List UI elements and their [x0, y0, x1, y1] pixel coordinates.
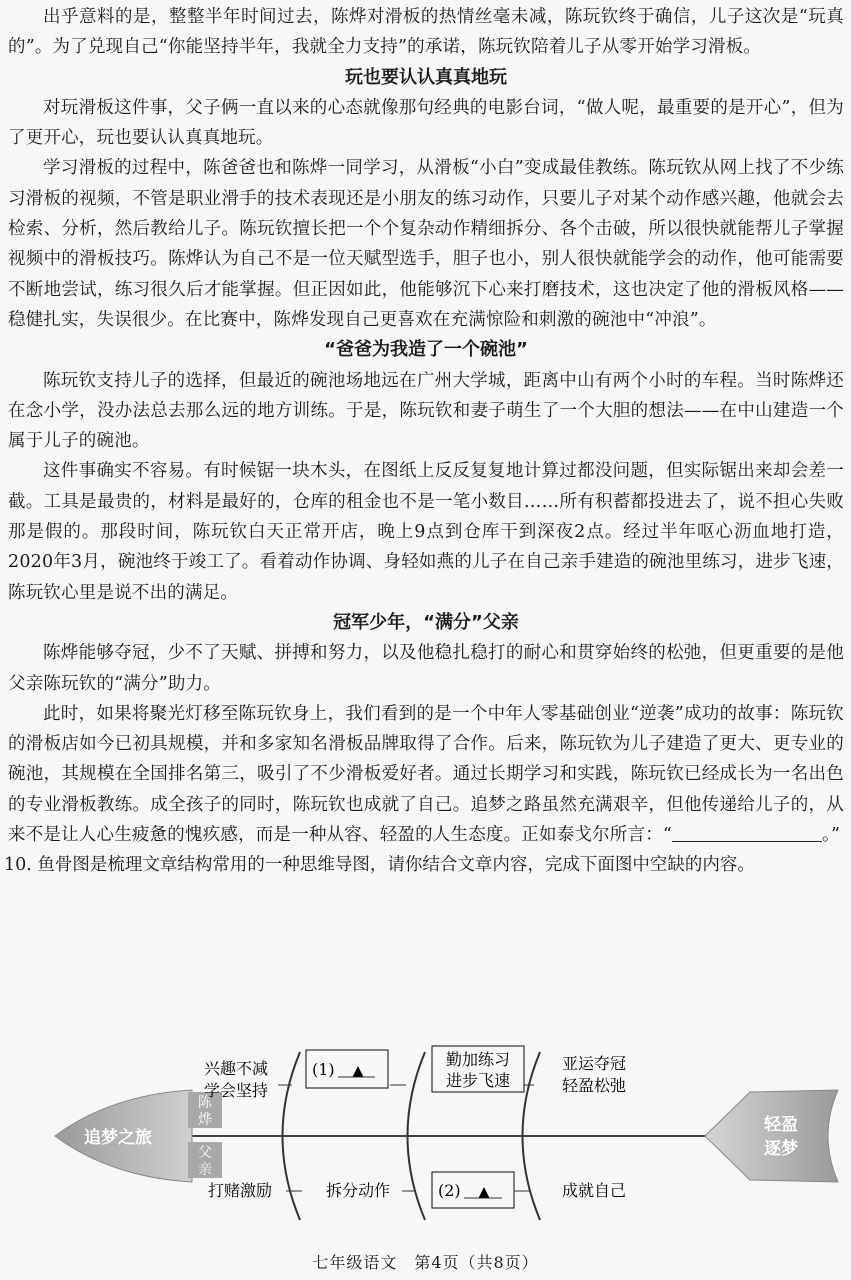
paragraph-6: 陈烨能够夺冠，少不了天赋、拼搏和努力，以及他稳扎稳打的耐心和贯穿始终的松弛，但更重要的是他父亲陈玩钦的“满分”助力。 — [8, 643, 844, 694]
article-body — [4, 2, 844, 881]
blank-1-label: (1) — [312, 1060, 335, 1079]
top-label-3-line1: 勤加练习 — [445, 1050, 511, 1069]
section-heading-2: “爸爸为我造了一个碗池” — [324, 339, 528, 361]
bottom-label-4: 成就自己 — [561, 1181, 627, 1200]
father-label-2: 亲 — [198, 1162, 212, 1178]
blank-1-triangle: ▲ — [352, 1063, 364, 1079]
bottom-label-1: 打赌激励 — [207, 1181, 273, 1200]
fish-tail — [705, 1090, 838, 1182]
question-10: 10. 鱼骨图是梳理文章结构常用的一种思维导图，请你结合文章内容，完成下面图中空缺的内容。 — [4, 855, 755, 876]
section-heading-3: 冠军少年，“满分”父亲 — [333, 611, 519, 633]
page-footer: 七年级语文 第4页（共8页） — [312, 1253, 539, 1272]
top-label-4-line1: 亚运夺冠 — [561, 1054, 627, 1073]
son-label-1: 陈 — [198, 1095, 212, 1111]
top-label-3-line2: 进步飞速 — [445, 1071, 511, 1090]
paragraph-5: 这件事确实不容易。有时候锯一块木头，在图纸上反反复复地计算过都没问题，但实际锯出来却会差一截。工具是最贵的，材料是最好的，仓库的租金也不是一笔小数目……所有积蓄都投进去了，说不担心失败那是假的。那段时间，陈玩钦白天正常开店，晚上9点到仓库干到深夜2点。经过半年呕心沥血地打造，2020年3月，碗池终于竣工了。看着动作协调、身轻如燕的儿子在自己亲手建造的碗池里练习，进步飞速，陈玩钦心里是说不出的满足。 — [8, 461, 844, 603]
fishbone-diagram — [0, 1040, 851, 1240]
fish-tail-line2: 逐梦 — [764, 1139, 798, 1159]
quote-blank[interactable] — [672, 823, 822, 842]
top-label-1-line1: 兴趣不减 — [203, 1059, 269, 1078]
son-label-2: 烨 — [198, 1112, 212, 1128]
paragraph-7-end: 。” — [822, 825, 841, 846]
paragraph-2: 对玩滑板这件事，父子俩一直以来的心态就像那句经典的电影台词，“做人呢，最重要的是开心”，但为了更开心，玩也要认认真真地玩。 — [8, 97, 844, 149]
blank-2-label: (2) — [438, 1181, 461, 1200]
paragraph-4: 陈玩钦支持儿子的选择，但最近的碗池场地远在广州大学城，距离中山有两个小时的车程。当时陈烨还在念小学，没办法总去那么远的地方训练。于是，陈玩钦和妻子萌生了一个大胆的想法——在中山建造一个属于儿子的碗池。 — [8, 370, 844, 452]
top-label-4-line2: 轻盈松弛 — [561, 1076, 627, 1095]
paragraph-7-text: 此时，如果将聚光灯移至陈玩钦身上，我们看到的是一个中年人零基础创业“逆袭”成功的故事：陈玩钦的滑板店如今已初具规模，并和多家知名滑板品牌取得了合作。后来，陈玩钦为儿子建造了更大、更专业的碗池，其规模在全国排名第三，吸引了不少滑板爱好者。通过长期学习和实践，陈玩钦已经成长为一名出色的专业滑板教练。成全孩子的同时，陈玩钦也成就了自己。追梦之路虽然充满艰辛，但他传递给儿子的，从来不是让人心生疲惫的愧疚感，而是一种从容、轻盈的人生态度。正如泰戈尔所言：“ — [8, 703, 844, 846]
paragraph-1: 出乎意料的是，整整半年时间过去，陈烨对滑板的热情丝毫未减，陈玩钦终于确信，儿子这次是“玩真的”。为了兑现自己“你能坚持半年，我就全力支持”的承诺，陈玩钦陪着儿子从零开始学习滑板。 — [8, 7, 844, 58]
fish-tail-line1: 轻盈 — [764, 1115, 798, 1135]
father-label-1: 父 — [198, 1145, 212, 1161]
fish-head-label: 追梦之旅 — [84, 1128, 152, 1148]
paragraph-7 — [8, 699, 844, 850]
top-label-1-line2: 学会坚持 — [203, 1081, 269, 1100]
section-heading-1: 玩也要认认真真地玩 — [345, 66, 507, 88]
paragraph-3: 学习滑板的过程中，陈爸爸也和陈烨一同学习，从滑板“小白”变成最佳教练。陈玩钦从网上找了不少练习滑板的视频，不管是职业滑手的技术表现还是小朋友的练习动作，只要儿子对某个动作感兴趣，他就会去检索、分析，然后教给儿子。陈玩钦擅长把一个个复杂动作精细拆分、各个击破，所以很快就能帮儿子掌握视频中的滑板技巧。陈烨认为自己不是一位天赋型选手，胆子也小，别人很快就能学会的动作，他可能需要不断地尝试，练习很久后才能掌握。但正因如此，他能够沉下心来打磨技术，这也决定了他的滑板风格——稳健扎实，失误很少。在比赛中，陈烨发现自己更喜欢在充满惊险和刺激的碗池中“冲浪”。 — [8, 158, 844, 330]
blank-2-triangle: ▲ — [478, 1184, 490, 1200]
bottom-label-2: 拆分动作 — [325, 1181, 391, 1200]
